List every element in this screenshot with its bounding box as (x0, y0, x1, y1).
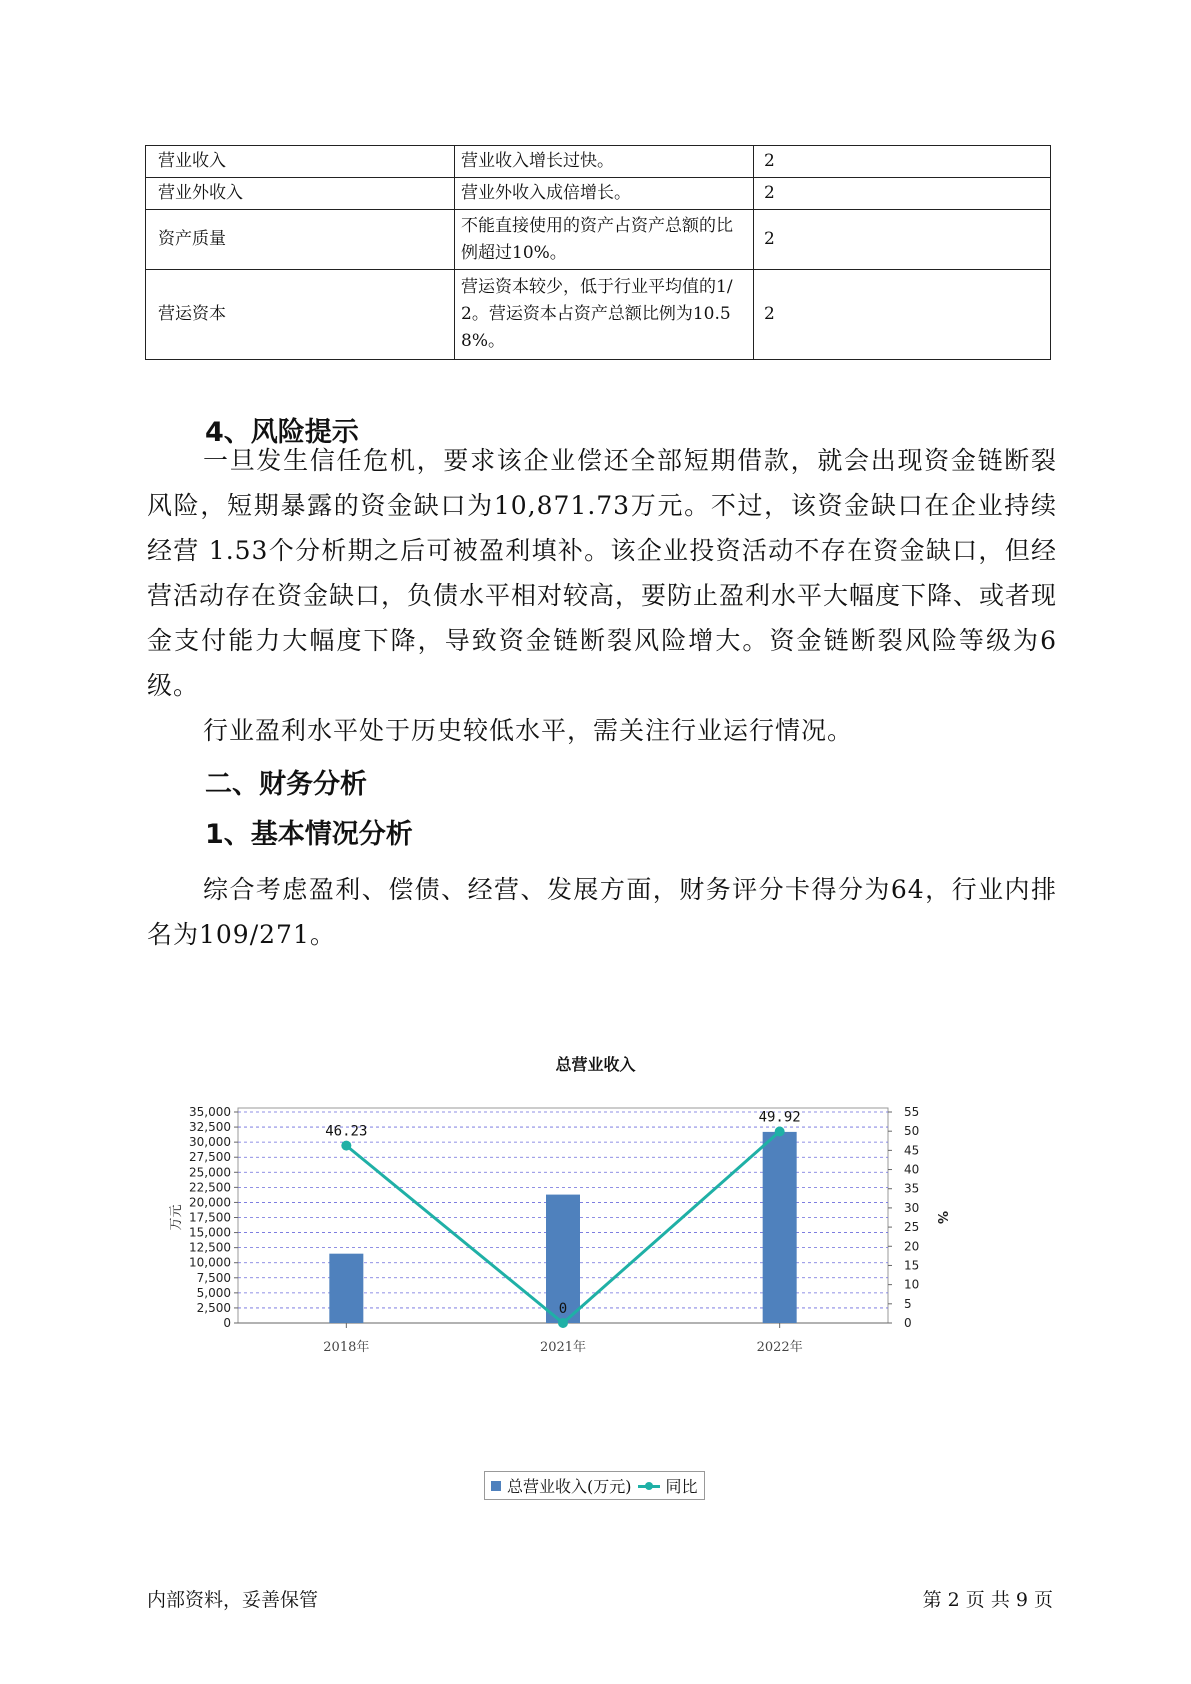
risk-table (145, 145, 1051, 360)
table-row (146, 270, 1051, 360)
risk-score-cell: 2 (754, 178, 1051, 210)
revenue-bar (763, 1132, 797, 1323)
risk-item-cell: 营业外收入 (146, 178, 455, 210)
revenue-chart (160, 1080, 1020, 1475)
y2-tick-label: 5 (904, 1296, 912, 1311)
y-tick-label: 0 (223, 1316, 231, 1330)
yoy-point (558, 1318, 568, 1328)
legend-line-label: 同比 (665, 1477, 698, 1496)
basic-analysis-paragraph: 综合考虑盈利、偿债、经营、发展方面，财务评分卡得分为64，行业内排名为109/271。 (147, 875, 1057, 949)
x-tick-label: 2018年 (323, 1340, 370, 1355)
chart-legend (484, 1471, 705, 1500)
risk-score-cell: 2 (754, 210, 1051, 270)
y-tick-label: 7,500 (196, 1270, 231, 1285)
y-tick-label: 15,000 (189, 1225, 231, 1240)
y2-tick-label: 50 (904, 1124, 920, 1139)
y-axis-label: 万元 (169, 1204, 184, 1231)
y2-tick-label: 30 (904, 1200, 920, 1215)
x-tick-label: 2021年 (539, 1340, 587, 1355)
finance-heading: 二、财务分析 (205, 769, 367, 800)
yoy-point (341, 1141, 351, 1151)
revenue-bar (329, 1254, 363, 1323)
legend-line-swatch (638, 1480, 660, 1492)
y-tick-label: 10,000 (189, 1255, 231, 1270)
y-tick-label: 5,000 (196, 1285, 231, 1300)
yoy-data-label: 49.92 (758, 1109, 801, 1126)
risk-desc-cell: 不能直接使用的资产占资产总额的比例超过10%。 (455, 210, 754, 270)
risk-item-cell: 资产质量 (146, 210, 455, 270)
table-row (146, 210, 1051, 270)
y2-tick-label: 0 (904, 1316, 912, 1330)
y-tick-label: 22,500 (189, 1180, 231, 1195)
yoy-point (775, 1126, 785, 1136)
y2-tick-label: 15 (904, 1258, 920, 1273)
legend-bar-swatch (491, 1481, 501, 1491)
basic-analysis-heading: 1、基本情况分析 (205, 819, 413, 850)
y-tick-label: 32,500 (189, 1120, 231, 1135)
y-tick-label: 2,500 (196, 1300, 231, 1315)
y-tick-label: 25,000 (189, 1165, 231, 1180)
footer-page-number: 第 2 页 共 9 页 (922, 1589, 1053, 1611)
risk-desc-cell: 营运资本较少，低于行业平均值的1/2。营运资本占资产总额比例为10.58%。 (455, 270, 754, 360)
y2-tick-label: 35 (904, 1181, 920, 1196)
y-tick-label: 30,000 (189, 1135, 231, 1150)
y-tick-label: 20,000 (189, 1195, 231, 1210)
risk-heading: 4、风险提示 (205, 417, 359, 448)
yoy-data-label: 0 (558, 1301, 568, 1317)
risk-score-cell: 2 (754, 270, 1051, 360)
y2-tick-label: 45 (904, 1143, 920, 1158)
industry-paragraph: 行业盈利水平处于历史较低水平，需关注行业运行情况。 (203, 716, 854, 745)
y-tick-label: 35,000 (189, 1105, 231, 1119)
y2-tick-label: 20 (904, 1239, 920, 1254)
risk-desc-cell: 营业收入增长过快。 (455, 146, 754, 178)
y-tick-label: 27,500 (189, 1150, 231, 1165)
y2-tick-label: 40 (904, 1162, 920, 1177)
table-row (146, 178, 1051, 210)
x-tick-label: 2022年 (756, 1340, 803, 1355)
footer-confidential: 内部资料，妥善保管 (147, 1589, 319, 1611)
y2-tick-label: 10 (904, 1277, 920, 1292)
risk-item-cell: 营运资本 (146, 270, 455, 360)
risk-item-cell: 营业收入 (146, 146, 455, 178)
y-tick-label: 17,500 (189, 1210, 231, 1225)
yoy-data-label: 46.23 (325, 1123, 368, 1140)
table-row (146, 146, 1051, 178)
y2-axis-label: % (934, 1210, 949, 1225)
legend-bar-label: 总营业收入(万元) (507, 1477, 632, 1496)
risk-desc-cell: 营业外收入成倍增长。 (455, 178, 754, 210)
risk-paragraph: 一旦发生信任危机，要求该企业偿还全部短期借款，就会出现资金链断裂风险，短期暴露的资金缺口为10,871.73万元。不过，该资金缺口在企业持续经营 1.53个分析期之后可被盈利填补。该企业投资活动不存在资金缺口，但经营活动存在资金缺口，负债水平相对较高，要防止盈利水平大幅度下降、或者现金支付能力大幅度下降，导致资金链断裂风险增大。资金链断裂风险等级为6级。 (147, 446, 1058, 700)
y2-tick-label: 25 (904, 1220, 920, 1235)
chart-title: 总营业收入 (555, 1055, 636, 1074)
risk-score-cell: 2 (754, 146, 1051, 178)
y2-tick-label: 55 (904, 1105, 920, 1119)
y-tick-label: 12,500 (189, 1240, 231, 1255)
